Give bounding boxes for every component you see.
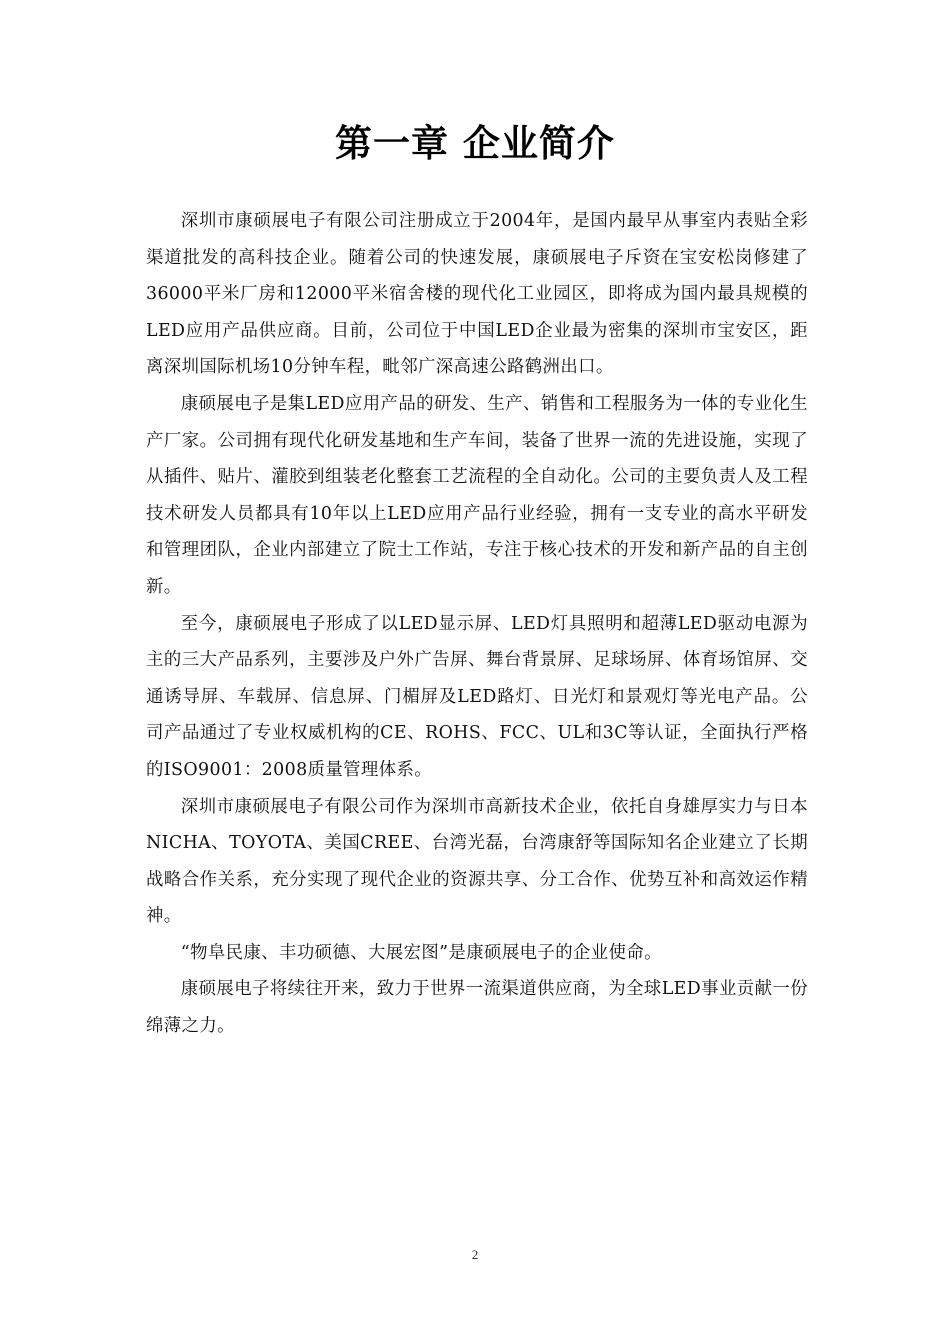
paragraph-vision: 康硕展电子将续往开来，致力于世界一流渠道供应商，为全球LED事业贡献一份绵薄之力。 — [146, 979, 808, 1037]
paragraph-company-registration: 深圳市康硕展电子有限公司注册成立于2004年，是国内最早从事室内表贴全彩渠道批发的高科技企业。随着公司的快速发展，康硕展电子斥资在宝安松岗修建了36000平米厂房和12000平米宿舍楼的现代化工业园区，即将成为国内最具规模的LED应用产品供应商。目前，公司位于中国LED企业最为密集的深圳市宝安区，距离深圳国际机场10分钟车程，毗邻广深高速公路鹤洲出口。 — [146, 211, 808, 378]
document-body — [146, 203, 808, 1045]
page-number: 2 — [471, 1247, 479, 1262]
paragraph-partnerships: 深圳市康硕展电子有限公司作为深圳市高新技术企业，依托自身雄厚实力与日本NICHA、TOYOTA、美国CREE、台湾光磊，台湾康舒等国际知名企业建立了长期战略合作关系，充分实现了现代企业的资源共享、分工合作、优势互补和高效运作精神。 — [146, 796, 808, 927]
chapter-title: 第一章 企业简介 — [335, 122, 615, 165]
paragraph-mission: “物阜民康、丰功硕德、大展宏图”是康硕展电子的企业使命。 — [180, 942, 662, 963]
paragraph-product-series: 至今，康硕展电子形成了以LED显示屏、LED灯具照明和超薄LED驱动电源为主的三大产品系列，主要涉及户外广告屏、舞台背景屏、足球场屏、体育场馆屏、交通诱导屏、车载屏、信息屏、门楣屏及LED路灯、日光灯和景观灯等光电产品。公司产品通过了专业权威机构的CE、ROHS、FCC、UL和3C等认证，全面执行严格的ISO9001：2008质量管理体系。 — [146, 613, 808, 780]
paragraph-production-capability: 康硕展电子是集LED应用产品的研发、生产、销售和工程服务为一体的专业化生产厂家。公司拥有现代化研发基地和生产车间，装备了世界一流的先进设施，实现了从插件、贴片、灌胶到组装老化整套工艺流程的全自动化。公司的主要负责人及工程技术研发人员都具有10年以上LED应用产品行业经验，拥有一支专业的高水平研发和管理团队，企业内部建立了院士工作站，专注于核心技术的开发和新产品的自主创新。 — [146, 393, 808, 597]
